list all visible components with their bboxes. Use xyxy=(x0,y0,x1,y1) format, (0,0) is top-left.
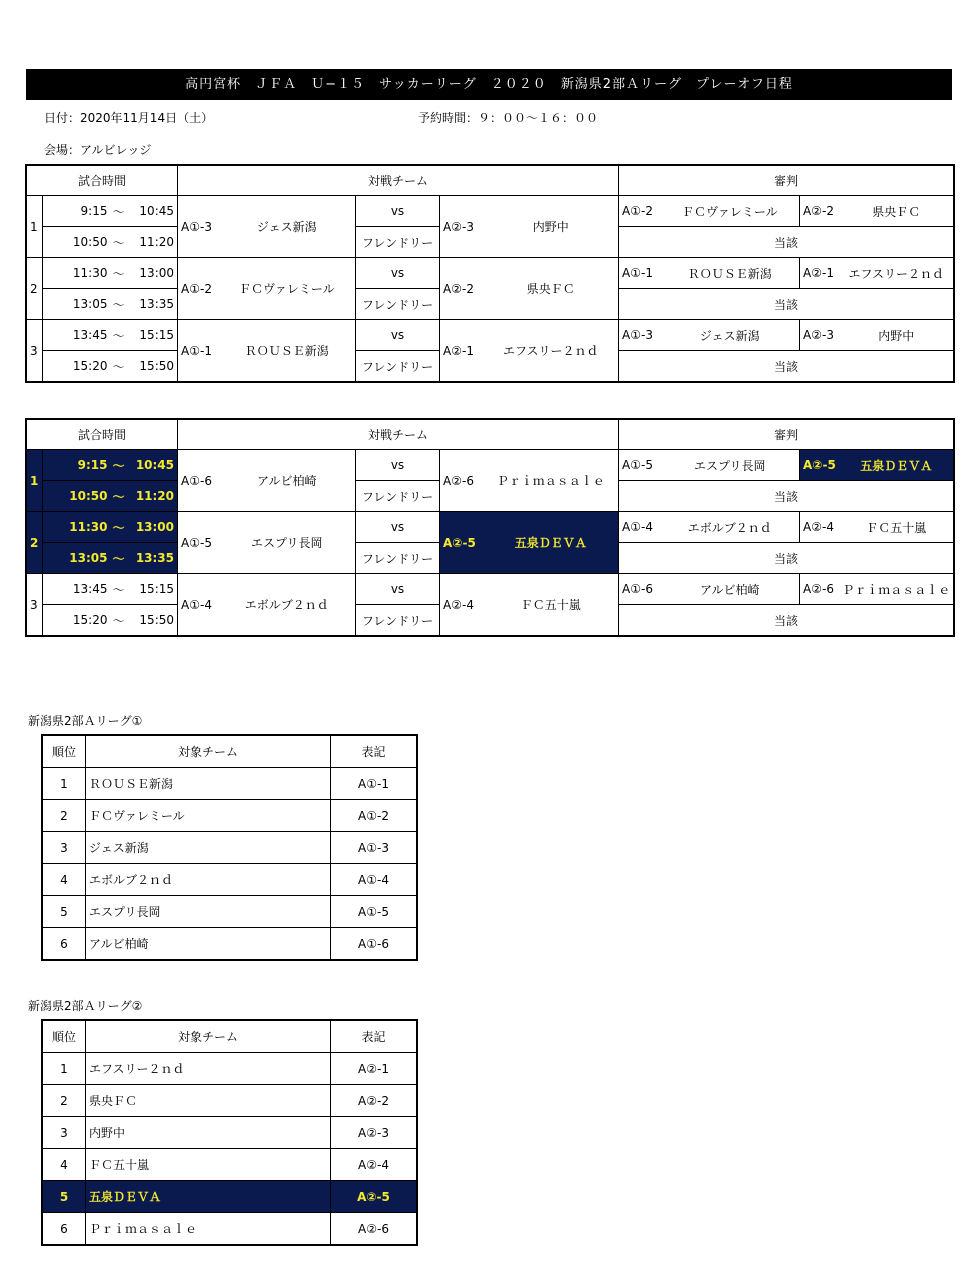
schedule-body xyxy=(27,420,954,636)
header-row xyxy=(27,420,954,450)
away-code: A②-5 xyxy=(440,512,484,574)
start-time: 11:30 xyxy=(43,258,111,289)
start-time: 13:05 xyxy=(43,543,111,574)
friendly-label: フレンドリー xyxy=(356,289,440,320)
start-time: 15:20 xyxy=(43,605,111,636)
schedule-body xyxy=(27,166,954,382)
tilde: 〜 xyxy=(111,320,127,351)
league-body xyxy=(43,736,417,960)
end-time: 10:45 xyxy=(127,450,178,481)
friendly-label: フレンドリー xyxy=(356,605,440,636)
referee2-code: A②-2 xyxy=(800,196,840,227)
schedule-table-1 xyxy=(26,165,954,382)
end-time: 13:35 xyxy=(127,543,178,574)
table-row xyxy=(43,1117,417,1149)
referee-toui: 当該 xyxy=(619,227,954,258)
home-team: アルビ柏崎 xyxy=(219,450,356,512)
code-cell: A①-5 xyxy=(331,896,417,928)
table-row xyxy=(43,1085,417,1117)
referee-toui: 当該 xyxy=(619,543,954,574)
table-row xyxy=(43,1149,417,1181)
match-number: 1 xyxy=(27,196,43,258)
match-number: 2 xyxy=(27,258,43,320)
start-time: 10:50 xyxy=(43,227,111,258)
header-team: 対象チーム xyxy=(86,1021,331,1053)
team-cell: エスプリ長岡 xyxy=(86,896,331,928)
referee-toui: 当該 xyxy=(619,289,954,320)
page-title: 高円宮杯 ＪＦＡ Ｕ−１５ サッカーリーグ ２０２０ 新潟県2部Ａリーグ プレーオフ日程 xyxy=(26,69,952,100)
away-team: ＦＣ五十嵐 xyxy=(484,574,619,636)
header-rank: 順位 xyxy=(43,1021,86,1053)
tilde: 〜 xyxy=(111,605,127,636)
team-cell: ＲＯＵＳＥ新潟 xyxy=(86,768,331,800)
home-code: A①-5 xyxy=(178,512,219,574)
header-referee: 審判 xyxy=(619,166,954,196)
away-team: 五泉ＤＥＶＡ xyxy=(484,512,619,574)
referee2-code: A②-5 xyxy=(800,450,840,481)
rank-cell: 3 xyxy=(43,832,86,864)
away-team: 県央ＦＣ xyxy=(484,258,619,320)
tilde: 〜 xyxy=(111,258,127,289)
table-row xyxy=(43,1053,417,1085)
referee2-code: A②-6 xyxy=(800,574,840,605)
start-time: 13:05 xyxy=(43,289,111,320)
start-time: 11:30 xyxy=(43,512,111,543)
code-cell: A②-4 xyxy=(331,1149,417,1181)
tilde: 〜 xyxy=(111,351,127,382)
referee1-team: エボルブ２ｎｄ xyxy=(661,512,800,543)
start-time: 9:15 xyxy=(43,450,111,481)
table-row xyxy=(43,928,417,960)
header-time: 試合時間 xyxy=(27,420,178,450)
rank-cell: 6 xyxy=(43,1213,86,1245)
league1-table xyxy=(42,735,417,960)
home-team: ＦＣヴァレミール xyxy=(219,258,356,320)
end-time: 11:20 xyxy=(127,481,178,512)
home-team: エスプリ長岡 xyxy=(219,512,356,574)
end-time: 15:15 xyxy=(127,574,178,605)
table-row xyxy=(43,768,417,800)
code-cell: A②-3 xyxy=(331,1117,417,1149)
referee2-team: 内野中 xyxy=(840,320,954,351)
team-cell: 五泉ＤＥＶＡ xyxy=(86,1181,331,1213)
league-body xyxy=(43,1021,417,1245)
header-referee: 審判 xyxy=(619,420,954,450)
tilde: 〜 xyxy=(111,574,127,605)
header-code: 表記 xyxy=(331,1021,417,1053)
end-time: 13:00 xyxy=(127,512,178,543)
referee1-code: A①-6 xyxy=(619,574,661,605)
home-code: A①-2 xyxy=(178,258,219,320)
header-row xyxy=(43,1021,417,1053)
team-cell: 内野中 xyxy=(86,1117,331,1149)
start-time: 9:15 xyxy=(43,196,111,227)
end-time: 15:50 xyxy=(127,605,178,636)
tilde: 〜 xyxy=(111,450,127,481)
referee2-team: エフスリー２ｎｄ xyxy=(840,258,954,289)
match-row xyxy=(27,450,954,481)
friendly-label: フレンドリー xyxy=(356,227,440,258)
vs-label: vs xyxy=(356,450,440,481)
referee2-team: ＦＣ五十嵐 xyxy=(840,512,954,543)
venue-label: 会場：アルビレッジ xyxy=(44,143,152,157)
rank-cell: 6 xyxy=(43,928,86,960)
header-match: 対戦チーム xyxy=(178,166,619,196)
referee-toui: 当該 xyxy=(619,605,954,636)
away-team: 内野中 xyxy=(484,196,619,258)
code-cell: A①-4 xyxy=(331,864,417,896)
home-team: エボルブ２ｎｄ xyxy=(219,574,356,636)
team-cell: ジェス新潟 xyxy=(86,832,331,864)
rank-cell: 5 xyxy=(43,1181,86,1213)
tilde: 〜 xyxy=(111,512,127,543)
away-code: A②-3 xyxy=(440,196,484,258)
referee2-team: Ｐｒｉｍａｓａｌｅ xyxy=(840,574,954,605)
vs-label: vs xyxy=(356,574,440,605)
tilde: 〜 xyxy=(111,227,127,258)
team-cell: アルビ柏崎 xyxy=(86,928,331,960)
team-cell: エボルブ２ｎｄ xyxy=(86,864,331,896)
team-cell: 県央ＦＣ xyxy=(86,1085,331,1117)
tilde: 〜 xyxy=(111,289,127,320)
end-time: 15:50 xyxy=(127,351,178,382)
referee2-code: A②-3 xyxy=(800,320,840,351)
header-rank: 順位 xyxy=(43,736,86,768)
home-code: A①-4 xyxy=(178,574,219,636)
header-match: 対戦チーム xyxy=(178,420,619,450)
home-code: A①-1 xyxy=(178,320,219,382)
team-cell: ＦＣ五十嵐 xyxy=(86,1149,331,1181)
away-team: Ｐｒｉｍａｓａｌｅ xyxy=(484,450,619,512)
away-team: エフスリー２ｎｄ xyxy=(484,320,619,382)
referee-toui: 当該 xyxy=(619,481,954,512)
vs-label: vs xyxy=(356,320,440,351)
rank-cell: 4 xyxy=(43,1149,86,1181)
league2-table xyxy=(42,1020,417,1245)
home-code: A①-3 xyxy=(178,196,219,258)
referee1-team: ジェス新潟 xyxy=(661,320,800,351)
referee1-team: アルビ柏崎 xyxy=(661,574,800,605)
rank-cell: 2 xyxy=(43,800,86,832)
rank-cell: 4 xyxy=(43,864,86,896)
end-time: 15:15 xyxy=(127,320,178,351)
match-number: 2 xyxy=(27,512,43,574)
start-time: 15:20 xyxy=(43,351,111,382)
home-team: ジェス新潟 xyxy=(219,196,356,258)
header-team: 対象チーム xyxy=(86,736,331,768)
start-time: 13:45 xyxy=(43,320,111,351)
match-number: 3 xyxy=(27,320,43,382)
league2-caption: 新潟県2部Ａリーグ② xyxy=(28,999,143,1013)
match-row xyxy=(27,574,954,605)
away-code: A②-4 xyxy=(440,574,484,636)
referee2-code: A②-1 xyxy=(800,258,840,289)
match-row xyxy=(27,258,954,289)
tilde: 〜 xyxy=(111,543,127,574)
friendly-label: フレンドリー xyxy=(356,481,440,512)
vs-label: vs xyxy=(356,258,440,289)
end-time: 10:45 xyxy=(127,196,178,227)
header-time: 試合時間 xyxy=(27,166,178,196)
table-row xyxy=(43,864,417,896)
table-row xyxy=(43,896,417,928)
match-row xyxy=(27,196,954,227)
friendly-label: フレンドリー xyxy=(356,543,440,574)
code-cell: A①-1 xyxy=(331,768,417,800)
league1-caption: 新潟県2部Ａリーグ① xyxy=(28,714,143,728)
referee2-team: 県央ＦＣ xyxy=(840,196,954,227)
referee2-team: 五泉ＤＥＶＡ xyxy=(840,450,954,481)
rank-cell: 3 xyxy=(43,1117,86,1149)
match-number: 3 xyxy=(27,574,43,636)
code-cell: A②-1 xyxy=(331,1053,417,1085)
code-cell: A②-6 xyxy=(331,1213,417,1245)
rank-cell: 2 xyxy=(43,1085,86,1117)
referee1-team: エスプリ長岡 xyxy=(661,450,800,481)
referee2-code: A②-4 xyxy=(800,512,840,543)
code-cell: A②-5 xyxy=(331,1181,417,1213)
team-cell: エフスリー２ｎｄ xyxy=(86,1053,331,1085)
match-row xyxy=(27,512,954,543)
start-time: 10:50 xyxy=(43,481,111,512)
home-code: A①-6 xyxy=(178,450,219,512)
tilde: 〜 xyxy=(111,481,127,512)
rank-cell: 5 xyxy=(43,896,86,928)
rank-cell: 1 xyxy=(43,1053,86,1085)
match-number: 1 xyxy=(27,450,43,512)
start-time: 13:45 xyxy=(43,574,111,605)
away-code: A②-6 xyxy=(440,450,484,512)
team-cell: ＦＣヴァレミール xyxy=(86,800,331,832)
code-cell: A①-6 xyxy=(331,928,417,960)
friendly-label: フレンドリー xyxy=(356,351,440,382)
header-code: 表記 xyxy=(331,736,417,768)
table-row xyxy=(43,1181,417,1213)
date-label: 日付：2020年11月14日（土） xyxy=(44,111,214,125)
header-row xyxy=(27,166,954,196)
schedule-table-2 xyxy=(26,419,954,636)
team-cell: Ｐｒｉｍａｓａｌｅ xyxy=(86,1213,331,1245)
referee1-code: A①-2 xyxy=(619,196,661,227)
end-time: 11:20 xyxy=(127,227,178,258)
code-cell: A②-2 xyxy=(331,1085,417,1117)
table-row xyxy=(43,1213,417,1245)
vs-label: vs xyxy=(356,196,440,227)
referee1-code: A①-5 xyxy=(619,450,661,481)
reserved-time-label: 予約時間：９：００〜１６：００ xyxy=(418,111,599,125)
header-row xyxy=(43,736,417,768)
referee1-code: A①-3 xyxy=(619,320,661,351)
referee1-code: A①-4 xyxy=(619,512,661,543)
table-row xyxy=(43,832,417,864)
rank-cell: 1 xyxy=(43,768,86,800)
away-code: A②-2 xyxy=(440,258,484,320)
table-row xyxy=(43,800,417,832)
code-cell: A①-3 xyxy=(331,832,417,864)
end-time: 13:00 xyxy=(127,258,178,289)
away-code: A②-1 xyxy=(440,320,484,382)
referee-toui: 当該 xyxy=(619,351,954,382)
end-time: 13:35 xyxy=(127,289,178,320)
referee1-code: A①-1 xyxy=(619,258,661,289)
match-row xyxy=(27,320,954,351)
referee1-team: ＲＯＵＳＥ新潟 xyxy=(661,258,800,289)
vs-label: vs xyxy=(356,512,440,543)
referee1-team: ＦＣヴァレミール xyxy=(661,196,800,227)
tilde: 〜 xyxy=(111,196,127,227)
code-cell: A①-2 xyxy=(331,800,417,832)
home-team: ＲＯＵＳＥ新潟 xyxy=(219,320,356,382)
